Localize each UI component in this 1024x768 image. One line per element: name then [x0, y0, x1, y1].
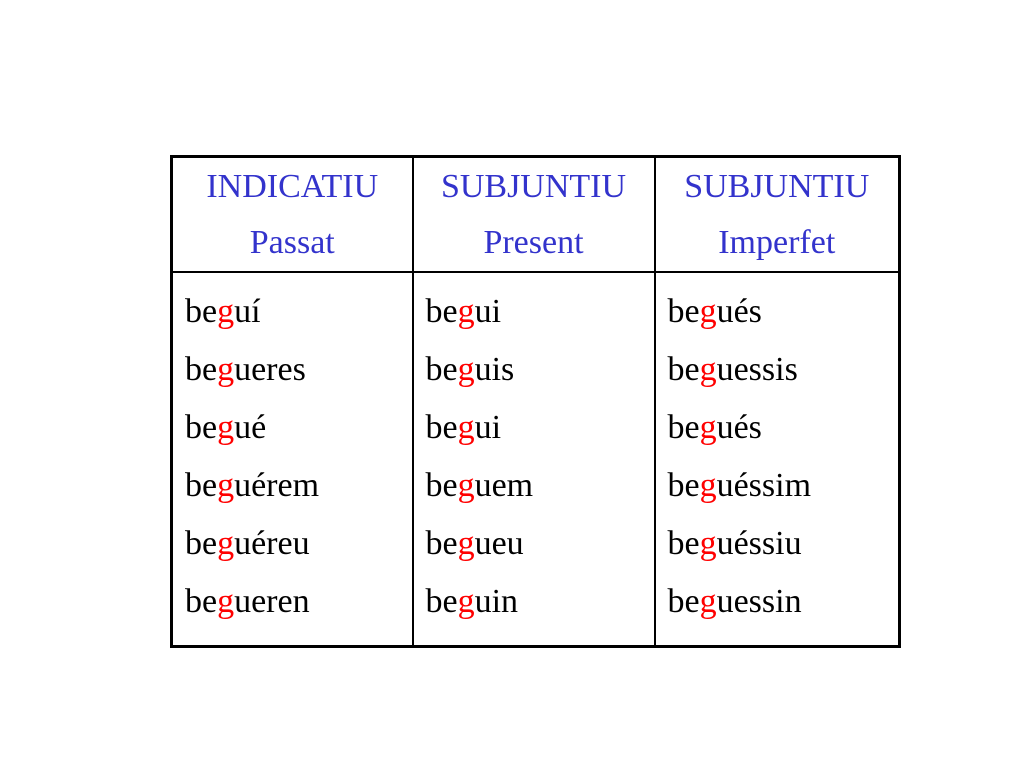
highlighted-letter: g	[457, 351, 475, 388]
verb-ending: uérem	[234, 467, 320, 504]
highlighted-letter: g	[457, 293, 475, 330]
verb-stem-prefix: be	[185, 467, 218, 504]
verb-stem-prefix: be	[185, 525, 218, 562]
verb-stem-prefix: be	[425, 467, 458, 504]
highlighted-letter: g	[457, 467, 475, 504]
highlighted-letter: g	[217, 351, 235, 388]
verb-stem-prefix: be	[425, 409, 458, 446]
verb-form	[668, 283, 899, 341]
verb-form	[426, 341, 654, 399]
header-mood: INDICATIU	[206, 167, 379, 205]
verb-stem-prefix: be	[185, 293, 218, 330]
header-subjuntiu-present	[413, 157, 655, 273]
verb-ending: ueu	[474, 525, 524, 562]
verb-form	[185, 341, 412, 399]
verb-ending: ués	[716, 293, 762, 330]
verb-form	[185, 457, 412, 515]
verb-ending: ui	[474, 293, 502, 330]
highlighted-letter: g	[699, 351, 717, 388]
verb-form	[185, 283, 412, 341]
highlighted-letter: g	[217, 293, 235, 330]
verb-stem-prefix: be	[667, 525, 700, 562]
verb-stem-prefix: be	[425, 293, 458, 330]
header-tense: Imperfet	[718, 223, 836, 261]
highlighted-letter: g	[217, 583, 235, 620]
verb-form	[668, 341, 899, 399]
header-tense: Present	[483, 223, 584, 261]
highlighted-letter: g	[457, 583, 475, 620]
verb-ending: uin	[474, 583, 519, 620]
verb-ending: uéreu	[234, 525, 310, 562]
verb-stem-prefix: be	[667, 293, 700, 330]
verb-ending: uessin	[716, 583, 802, 620]
verb-stem-prefix: be	[667, 583, 700, 620]
header-mood: SUBJUNTIU	[440, 167, 627, 205]
verb-stem-prefix: be	[425, 583, 458, 620]
highlighted-letter: g	[699, 409, 717, 446]
highlighted-letter: g	[217, 409, 235, 446]
highlighted-letter: g	[699, 293, 717, 330]
verb-ending: uis	[474, 351, 515, 388]
verb-form	[668, 457, 899, 515]
verb-ending: uéssiu	[716, 525, 802, 562]
verb-ending: ui	[474, 409, 502, 446]
verb-form	[185, 573, 412, 631]
header-row	[172, 157, 900, 273]
verb-form	[426, 283, 654, 341]
header-indicatiu-passat	[172, 157, 413, 273]
highlighted-letter: g	[457, 525, 475, 562]
header-mood: SUBJUNTIU	[684, 167, 870, 205]
verb-ending: uessis	[716, 351, 798, 388]
highlighted-letter: g	[699, 467, 717, 504]
forms-column-subjuntiu-present	[413, 272, 655, 647]
verb-stem-prefix: be	[667, 409, 700, 446]
verb-stem-prefix: be	[185, 351, 218, 388]
highlighted-letter: g	[217, 467, 235, 504]
verb-form	[185, 399, 412, 457]
verb-stem-prefix: be	[185, 409, 218, 446]
highlighted-letter: g	[699, 583, 717, 620]
verb-form	[426, 515, 654, 573]
verb-ending: uem	[474, 467, 534, 504]
forms-column-indicatiu-passat	[172, 272, 413, 647]
verb-ending: ueren	[234, 583, 310, 620]
verb-form	[668, 399, 899, 457]
verb-ending: uí	[234, 293, 261, 330]
highlighted-letter: g	[457, 409, 475, 446]
conjugation-table	[170, 155, 901, 648]
header-subjuntiu-imperfet	[655, 157, 900, 273]
verb-form	[426, 457, 654, 515]
verb-form	[426, 573, 654, 631]
verb-stem-prefix: be	[425, 351, 458, 388]
verb-stem-prefix: be	[667, 351, 700, 388]
verb-stem-prefix: be	[185, 583, 218, 620]
verb-ending: ué	[234, 409, 267, 446]
verb-stem-prefix: be	[667, 467, 700, 504]
verb-form	[426, 399, 654, 457]
verb-ending: ueres	[234, 351, 306, 388]
verb-form	[668, 573, 899, 631]
highlighted-letter: g	[217, 525, 235, 562]
verb-form	[185, 515, 412, 573]
verb-ending: uéssim	[716, 467, 812, 504]
verb-stem-prefix: be	[425, 525, 458, 562]
verb-form	[668, 515, 899, 573]
header-tense: Passat	[249, 223, 335, 261]
verb-ending: ués	[716, 409, 762, 446]
forms-column-subjuntiu-imperfet	[655, 272, 900, 647]
highlighted-letter: g	[699, 525, 717, 562]
forms-row	[172, 272, 900, 647]
